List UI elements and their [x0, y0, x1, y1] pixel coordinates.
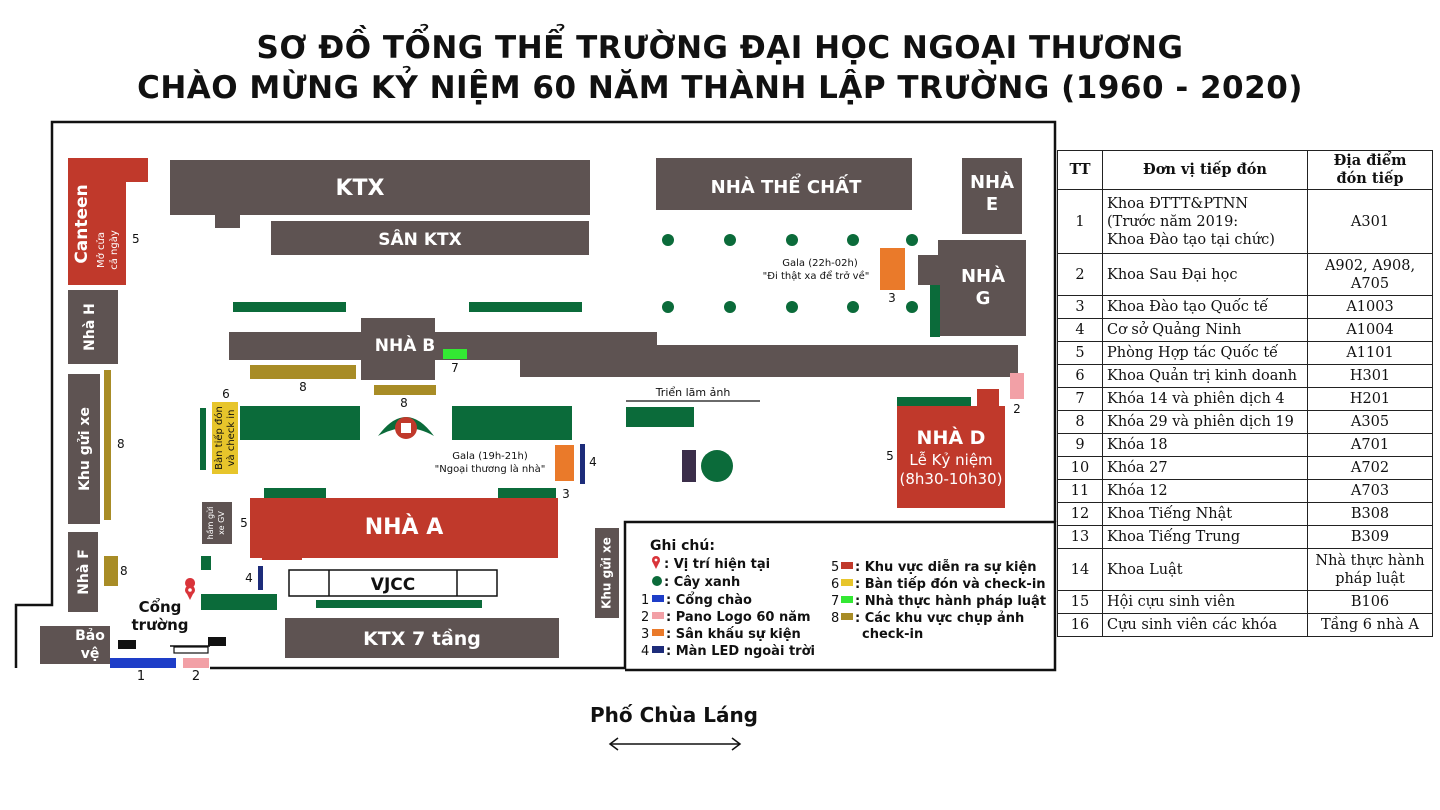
cell-tt: 6 — [1058, 365, 1103, 388]
cell-unit: Phòng Hợp tác Quốc tế — [1103, 342, 1308, 365]
cell-place: A701 — [1308, 434, 1433, 457]
legend-num: 5 — [831, 560, 840, 575]
marker-8: 8 — [400, 396, 408, 410]
cell-place: A703 — [1308, 480, 1433, 503]
ham-gui-xe-gv[interactable] — [202, 502, 232, 544]
photo-area-8[interactable] — [250, 365, 356, 379]
cell-place: H201 — [1308, 388, 1433, 411]
cell-tt: 15 — [1058, 591, 1103, 614]
legend-item: : Cây xanh — [664, 575, 741, 590]
tree-icon — [786, 234, 798, 246]
tree-icon — [724, 234, 736, 246]
khu-gui-xe-right-label: Khu gửi xe — [599, 537, 614, 609]
marker-2: 2 — [191, 669, 201, 684]
tree-icon — [906, 301, 918, 313]
canteen-label: Canteen — [72, 184, 92, 264]
pano-swatch — [652, 612, 664, 619]
column-header-place-line: đón tiếp — [1336, 170, 1404, 187]
tree-icon — [906, 234, 918, 246]
legend-item: : Nhà thực hành pháp luật — [855, 594, 1047, 609]
legend-num: 2 — [641, 610, 650, 625]
nha-e-label: NHÀ — [969, 172, 1015, 193]
san-ktx-label: SÂN KTX — [378, 230, 462, 250]
marker-8: 8 — [120, 564, 128, 578]
nha-f-label: Nhà F — [76, 549, 92, 595]
cell-place-line: Nhà thực hành — [1315, 552, 1425, 569]
cell-tt: 7 — [1058, 388, 1103, 411]
cell-tt: 5 — [1058, 342, 1103, 365]
table-row — [1058, 503, 1433, 526]
cell-unit: Cựu sinh viên các khóa — [1103, 614, 1308, 637]
cell-unit: Khóa 18 — [1103, 434, 1308, 457]
column-header-tt: TT — [1058, 151, 1103, 190]
marker-6: 6 — [222, 387, 230, 401]
cong-truong-label-2: trường — [131, 616, 189, 634]
nha-e-label-2: E — [985, 194, 999, 215]
tree-strip — [626, 407, 694, 427]
marker-5: 5 — [240, 516, 248, 530]
cell-unit: Hội cựu sinh viên — [1103, 591, 1308, 614]
tree-strip — [240, 406, 360, 440]
cell-unit: Khóa 14 và phiên dịch 4 — [1103, 388, 1308, 411]
tree-icon — [847, 301, 859, 313]
cell-tt: 14 — [1058, 549, 1103, 591]
ktx-label: KTX — [335, 176, 385, 201]
khu-gui-xe-left[interactable] — [68, 374, 100, 524]
marker-3: 3 — [888, 291, 896, 305]
stage-3-a[interactable] — [555, 445, 574, 481]
khu-gui-xe-right[interactable] — [595, 528, 619, 618]
photo-area-8-left-strip[interactable] — [104, 370, 111, 520]
tree-strip — [201, 556, 211, 570]
gate-post — [208, 637, 226, 646]
legend-title: Ghi chú: — [650, 538, 715, 554]
cong-truong-label: Cổng — [138, 598, 182, 616]
reception-table — [1057, 150, 1433, 637]
cell-unit: Khóa 29 và phiên dịch 19 — [1103, 411, 1308, 434]
nha-g-label: NHÀ — [960, 266, 1006, 287]
vjcc-label: VJCC — [370, 575, 416, 595]
nha-e[interactable] — [962, 158, 1022, 234]
map-title-line-1: SƠ ĐỒ TỔNG THỂ TRƯỜNG ĐẠI HỌC NGOẠI THƯƠNG — [256, 30, 1184, 66]
table-row — [1058, 480, 1433, 503]
table-row — [1058, 296, 1433, 319]
nha-h[interactable] — [68, 290, 118, 364]
tree-icon — [786, 301, 798, 313]
photo-swatch — [841, 613, 853, 620]
stage-swatch — [652, 629, 664, 636]
legend-num: 7 — [831, 594, 840, 609]
checkin-swatch — [841, 579, 853, 586]
marker-5: 5 — [132, 232, 140, 246]
cell-place-line: A705 — [1350, 275, 1390, 292]
nha-d-time: (8h30-10h30) — [899, 470, 1003, 488]
tree-strip — [930, 285, 940, 337]
table-row — [1058, 411, 1433, 434]
canteen[interactable] — [68, 158, 148, 285]
cell-unit: Khoa Quản trị kinh doanh — [1103, 365, 1308, 388]
two-way-arrow-icon — [610, 738, 740, 750]
table-row — [1058, 526, 1433, 549]
marker-8: 8 — [299, 380, 307, 394]
table-row — [1058, 190, 1433, 254]
bao-ve-label-2: vệ — [80, 646, 100, 662]
photo-exhibition-label: Triển lãm ảnh — [655, 386, 731, 399]
tree-strip — [233, 302, 346, 312]
cell-place: A1101 — [1308, 342, 1433, 365]
cell-unit: Khoa Tiếng Trung — [1103, 526, 1308, 549]
check-in-desk[interactable] — [212, 402, 238, 474]
table-row — [1058, 365, 1433, 388]
led-block — [682, 450, 696, 482]
pano-logo-2[interactable] — [1010, 373, 1024, 399]
cell-unit: Khoa Luật — [1103, 549, 1308, 591]
table-row — [1058, 457, 1433, 480]
tree-strip — [264, 488, 326, 498]
legend-num: 8 — [831, 611, 840, 626]
legend-item: check-in — [862, 627, 924, 642]
legend-item: : Sân khấu sự kiện — [666, 627, 801, 642]
nha-the-chat-label: NHÀ THỂ CHẤT — [710, 177, 862, 198]
legend-num: 4 — [641, 644, 650, 659]
nha-d-label: NHÀ D — [916, 427, 986, 449]
legend-item: : Pano Logo 60 năm — [666, 610, 811, 625]
marker-4: 4 — [245, 571, 253, 585]
pano-logo[interactable] — [183, 658, 209, 668]
legend-item: : Cổng chào — [666, 593, 752, 608]
cell-place: A301 — [1308, 190, 1433, 254]
nha-d-event: Lễ Kỷ niệm — [909, 451, 993, 469]
gala-a-name: "Ngoại thương là nhà" — [434, 464, 546, 475]
cell-unit: Cơ sở Quảng Ninh — [1103, 319, 1308, 342]
gala-a-time: Gala (19h-21h) — [452, 451, 528, 462]
map-title-line-2: CHÀO MỪNG KỶ NIỆM 60 NĂM THÀNH LẬP TRƯỜNG (1960 - 2020) — [137, 70, 1303, 106]
table-row — [1058, 342, 1433, 365]
gala-ktx-name: "Đi thật xa để trở về" — [762, 271, 870, 282]
table-row — [1058, 319, 1433, 342]
legend-num: 3 — [641, 627, 650, 642]
gala-ktx-time: Gala (22h-02h) — [782, 258, 858, 269]
table-row — [1058, 614, 1433, 637]
tree-strip — [469, 302, 582, 312]
canteen-note-2: cả ngày — [109, 230, 120, 270]
cell-tt: 8 — [1058, 411, 1103, 434]
nha-g-label-2: G — [975, 288, 991, 309]
canteen-note: Mở cửa — [96, 232, 107, 268]
marker-4: 4 — [589, 455, 597, 469]
cell-place: A702 — [1308, 457, 1433, 480]
gate-swatch — [652, 595, 664, 602]
tree-icon — [701, 450, 733, 482]
column-header-place-line: Địa điểm — [1333, 152, 1407, 169]
nha-b-label: NHÀ B — [374, 336, 436, 356]
tree-icon — [724, 301, 736, 313]
marker-2: 2 — [1013, 402, 1021, 416]
ham-gui-xe-label: hầm gửi — [206, 506, 215, 540]
cell-place: B308 — [1308, 503, 1433, 526]
tree-strip — [201, 594, 277, 610]
table-row — [1058, 254, 1433, 296]
cell-tt: 2 — [1058, 254, 1103, 296]
tree-strip — [200, 408, 206, 470]
cell-place-line: pháp luật — [1335, 570, 1405, 587]
cell-tt: 1 — [1058, 190, 1103, 254]
legend-item: : Các khu vực chụp ảnh — [855, 611, 1025, 626]
law-swatch — [841, 596, 853, 603]
cell-tt: 13 — [1058, 526, 1103, 549]
school-logo-emblem — [378, 417, 434, 439]
table-row — [1058, 591, 1433, 614]
marker-3: 3 — [562, 487, 570, 501]
gate-post — [118, 640, 136, 649]
led-screen-4[interactable] — [580, 444, 585, 484]
cell-place: B106 — [1308, 591, 1433, 614]
nha-the-chat[interactable] — [656, 158, 912, 210]
current-location-pin-icon[interactable] — [185, 578, 195, 600]
stage-3-ktx[interactable] — [880, 248, 905, 290]
cell-unit: Khoa Sau Đại học — [1103, 254, 1308, 296]
cell-place: B309 — [1308, 526, 1433, 549]
cell-place-line: A902, A908, — [1324, 257, 1416, 274]
tree-icon — [662, 301, 674, 313]
street-label: Phố Chùa Láng — [589, 703, 759, 727]
map-legend — [641, 538, 1046, 659]
photo-area-8-b[interactable] — [374, 385, 436, 395]
check-in-desk-label-2: và check in — [226, 409, 237, 467]
cell-place — [1308, 549, 1433, 591]
cell-tt: 16 — [1058, 614, 1103, 637]
table-header-row — [1058, 151, 1433, 190]
led-screen-4-gate[interactable] — [258, 566, 263, 590]
check-in-desk-label: Bàn tiếp đón — [214, 406, 225, 470]
legend-num: 1 — [641, 593, 650, 608]
nha-a-label: NHÀ A — [364, 515, 444, 540]
marker-1: 1 — [136, 669, 146, 684]
cell-unit-line: (Trước năm 2019: — [1107, 213, 1239, 230]
cell-place: H301 — [1308, 365, 1433, 388]
cell-unit-line: Khoa ĐTTT&PTNN — [1107, 195, 1249, 212]
nha-a[interactable] — [250, 498, 558, 560]
table-row — [1058, 388, 1433, 411]
tree-icon — [662, 234, 674, 246]
marker-7: 7 — [451, 361, 459, 375]
cell-tt: 3 — [1058, 296, 1103, 319]
legend-item: : Vị trí hiện tại — [664, 557, 771, 572]
cell-unit-line: Khoa Đào tạo tại chức) — [1107, 231, 1275, 248]
cell-place — [1308, 254, 1433, 296]
cell-unit: Khoa Đào tạo Quốc tế — [1103, 296, 1308, 319]
ktx-7-tang[interactable] — [285, 618, 559, 658]
event-swatch — [841, 562, 853, 569]
column-header-unit: Đơn vị tiếp đón — [1103, 151, 1308, 190]
table-row — [1058, 549, 1433, 591]
led-swatch — [652, 646, 664, 653]
cell-tt: 4 — [1058, 319, 1103, 342]
law-practice-house[interactable] — [443, 349, 467, 359]
ktx[interactable] — [170, 160, 590, 228]
cell-unit: Khoa Tiếng Nhật — [1103, 503, 1308, 526]
legend-item: : Bàn tiếp đón và check-in — [855, 577, 1046, 592]
gate-bar — [174, 647, 208, 653]
vjcc[interactable] — [289, 570, 497, 596]
tree-icon — [652, 576, 662, 586]
legend-num: 6 — [831, 577, 840, 592]
cell-place: A305 — [1308, 411, 1433, 434]
legend-item: : Màn LED ngoài trời — [666, 644, 815, 659]
tree-icon — [847, 234, 859, 246]
photo-area-8-nha-f[interactable] — [104, 556, 118, 586]
bao-ve[interactable] — [40, 626, 110, 664]
cell-place: A1004 — [1308, 319, 1433, 342]
cong-chao-gate-arch[interactable] — [110, 658, 176, 668]
tree-strip — [897, 397, 971, 406]
nha-f[interactable] — [68, 532, 98, 612]
column-header-place — [1308, 151, 1433, 190]
tree-strip — [452, 406, 572, 440]
nha-d[interactable] — [897, 389, 1005, 508]
tree-strip — [316, 600, 482, 608]
marker-8: 8 — [117, 437, 125, 451]
cell-tt: 9 — [1058, 434, 1103, 457]
legend-item: : Khu vực diễn ra sự kiện — [855, 560, 1037, 575]
cell-tt: 12 — [1058, 503, 1103, 526]
tree-strip — [498, 488, 556, 498]
nha-h-label: Nhà H — [82, 303, 98, 351]
cell-tt: 11 — [1058, 480, 1103, 503]
cell-place: A1003 — [1308, 296, 1433, 319]
current-location-pin-icon — [652, 556, 660, 569]
cell-tt: 10 — [1058, 457, 1103, 480]
marker-5: 5 — [886, 449, 894, 463]
cell-unit — [1103, 190, 1308, 254]
cell-unit: Khóa 12 — [1103, 480, 1308, 503]
khu-gui-xe-left-label: Khu gửi xe — [77, 407, 93, 491]
table-row — [1058, 434, 1433, 457]
san-ktx[interactable] — [271, 221, 589, 255]
cell-place: Tầng 6 nhà A — [1308, 614, 1433, 637]
ktx-7-tang-label: KTX 7 tầng — [363, 628, 481, 650]
bao-ve-label: Bảo — [75, 628, 105, 644]
ham-gui-xe-label-2: xe GV — [217, 511, 226, 535]
cell-unit: Khóa 27 — [1103, 457, 1308, 480]
